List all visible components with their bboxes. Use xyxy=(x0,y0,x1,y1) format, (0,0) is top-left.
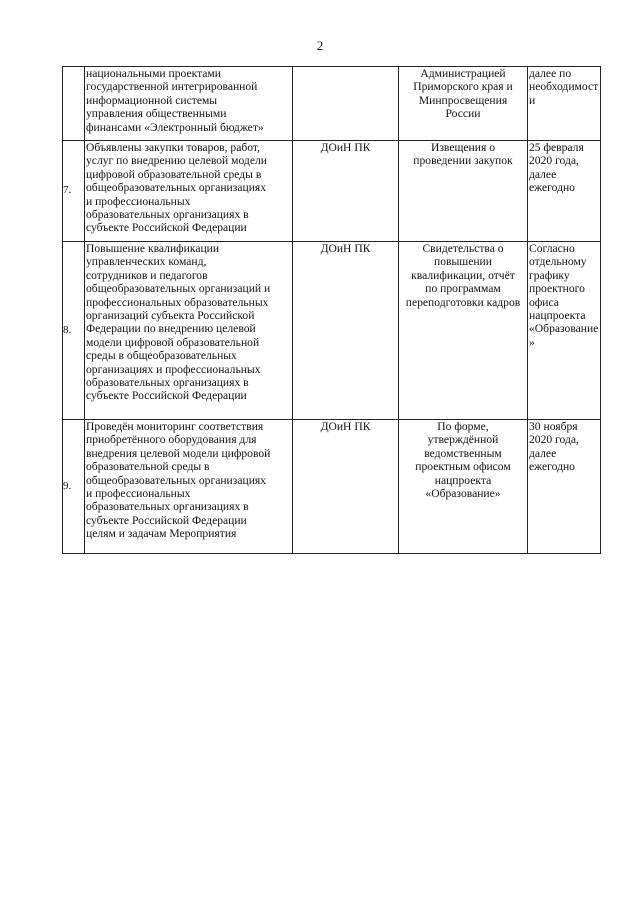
row-number-cell xyxy=(63,67,85,141)
result-cell: По форме, утверждённой ведомственным проектным офисом нацпроекта «Образование» xyxy=(399,420,528,554)
page-number: 2 xyxy=(316,38,324,53)
activity-cell: Проведён мониторинг соответствия приобретённого оборудования для внедрения целевой модели цифровой образовательной среды в общеобразовательных организациях и профессиональных образовательных организациях в субъекте Российской Федерации целям и задачам Мероприятия xyxy=(85,420,293,554)
responsible-cell: ДОиН ПК xyxy=(293,420,399,554)
row-number-cell: 8. xyxy=(63,242,85,420)
row-number-cell: 9. xyxy=(63,420,85,554)
activity-cell: Повышение квалификации управленческих команд, сотрудников и педагогов общеобразовательных организаций и профессиональных образовательных организаций субъекта Российской Федерации по внедрению целевой модели цифровой образовательной среды в общеобразовательных организациях и профессиональных образовательных организациях в субъекте Российской Федерации xyxy=(85,242,293,420)
table-row xyxy=(63,420,601,554)
deadline-cell: далее по необходимост и xyxy=(528,67,601,141)
responsible-cell: ДОиН ПК xyxy=(293,242,399,420)
deadline-cell: Согласно отдельному графику проектного офиса нацпроекта «Образование » xyxy=(528,242,601,420)
row-number-cell: 7. xyxy=(63,141,85,242)
responsible-cell xyxy=(293,67,399,141)
activity-table xyxy=(62,66,601,554)
activity-cell: Объявлены закупки товаров, работ, услуг по внедрению целевой модели цифровой образовательной среды в общеобразовательных организациях и профессиональных образовательных организациях в субъекте Российской Федерации xyxy=(85,141,293,242)
deadline-cell: 25 февраля 2020 года, далее ежегодно xyxy=(528,141,601,242)
table-row xyxy=(63,242,601,420)
deadline-cell: 30 ноября 2020 года, далее ежегодно xyxy=(528,420,601,554)
result-cell: Извещения о проведении закупок xyxy=(399,141,528,242)
table-row xyxy=(63,67,601,141)
activity-cell: национальными проектами государственной интегрированной информационной системы управления общественными финансами «Электронный бюджет» xyxy=(85,67,293,141)
result-cell: Свидетельства о повышении квалификации, отчёт по программам переподготовки кадров xyxy=(399,242,528,420)
responsible-cell: ДОиН ПК xyxy=(293,141,399,242)
result-cell: Администрацией Приморского края и Минпросвещения России xyxy=(399,67,528,141)
table-row xyxy=(63,141,601,242)
